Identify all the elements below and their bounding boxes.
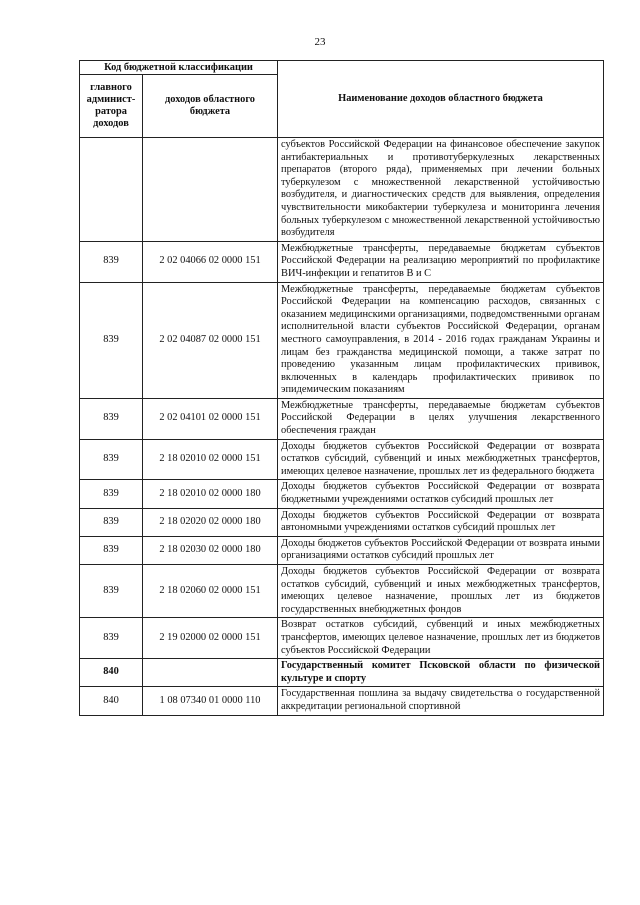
table-row: [80, 282, 604, 398]
income-name-cell: Межбюджетные трансферты, передаваемые бюджетам субъектов Российской Федерации на реализацию мероприятий по профилактике ВИЧ-инфекции и гепатитов В и С: [278, 241, 604, 282]
admin-code-cell: 839: [80, 241, 143, 282]
budget-code-cell: 2 18 02010 02 0000 151: [143, 439, 278, 480]
admin-code-cell: 839: [80, 398, 143, 439]
header-classification-code: Код бюджетной классификации: [80, 61, 278, 75]
budget-code-cell: 2 18 02020 02 0000 180: [143, 508, 278, 536]
header-regional-income-code: доходов областного бюджета: [143, 75, 278, 138]
table-row: [80, 398, 604, 439]
table-row: [80, 565, 604, 618]
income-name-cell: Доходы бюджетов субъектов Российской Федерации от возврата остатков субсидий, субвенций и иных межбюджетных трансфертов, имеющих целевое назначение, прошлых лет из федерального бюджета: [278, 439, 604, 480]
table-row: [80, 241, 604, 282]
income-name-cell: Государственная пошлина за выдачу свидетельства о государственной аккредитации региональной спортивной: [278, 687, 604, 715]
header-main-administrator: главного админист-ратора доходов: [80, 75, 143, 138]
income-name-cell: Возврат остатков субсидий, субвенций и иных межбюджетных трансфертов, имеющих целевое назначение, прошлых лет из бюджетов субъектов Российской Федерации: [278, 618, 604, 659]
budget-code-cell: 2 18 02030 02 0000 180: [143, 536, 278, 564]
header-income-name: Наименование доходов областного бюджета: [278, 61, 604, 138]
budget-code-cell: 2 02 04087 02 0000 151: [143, 282, 278, 398]
budget-code-cell: [143, 659, 278, 687]
income-name-cell: Государственный комитет Псковской области по физической культуре и спорту: [278, 659, 604, 687]
income-name-cell: Доходы бюджетов субъектов Российской Федерации от возврата бюджетными учреждениями остатков субсидий прошлых лет: [278, 480, 604, 508]
budget-code-cell: 2 02 04066 02 0000 151: [143, 241, 278, 282]
income-name-cell: Межбюджетные трансферты, передаваемые бюджетам субъектов Российской Федерации в целях улучшения лекарственного обеспечения граждан: [278, 398, 604, 439]
budget-code-cell: 2 18 02010 02 0000 180: [143, 480, 278, 508]
table-row: [80, 687, 604, 715]
table-row: [80, 480, 604, 508]
admin-code-cell: 840: [80, 687, 143, 715]
income-name-cell: Доходы бюджетов субъектов Российской Федерации от возврата автономными учреждениями остатков субсидий прошлых лет: [278, 508, 604, 536]
admin-code-cell: [80, 138, 143, 242]
table-row: [80, 439, 604, 480]
income-name-cell: Доходы бюджетов субъектов Российской Федерации от возврата иными организациями остатков субсидий прошлых лет: [278, 536, 604, 564]
budget-code-cell: 2 18 02060 02 0000 151: [143, 565, 278, 618]
budget-code-cell: 2 19 02000 02 0000 151: [143, 618, 278, 659]
admin-code-cell: 839: [80, 439, 143, 480]
table-row: [80, 138, 604, 242]
income-name-cell: Межбюджетные трансферты, передаваемые бюджетам субъектов Российской Федерации на компенсацию расходов, связанных с оказанием медицинскими организациями, подведомственными органам исполнительной власти субъектов Российской Федерации, органам местного самоуправления, в 2014 - 2016 годах гражданам Украины и лицам без гражданства медицинской помощи, а также затрат по проведению указанным лицам профилактических прививок, включенных в календарь профилактических прививок по эпидемическим показаниям: [278, 282, 604, 398]
admin-code-cell: 840: [80, 659, 143, 687]
table-row: [80, 508, 604, 536]
admin-code-cell: 839: [80, 282, 143, 398]
income-name-cell: Доходы бюджетов субъектов Российской Федерации от возврата остатков субсидий, субвенций и иных межбюджетных трансфертов, имеющих целевое назначение, прошлых лет из бюджетов государственных внебюджетных фондов: [278, 565, 604, 618]
income-name-cell: субъектов Российской Федерации на финансовое обеспечение закупок антибактериальных и противотуберкулезных лекарственных препаратов (второго ряда), применяемых при лечении больных туберкулезом с множественной лекарственной устойчивостью возбудителя, и диагностических средств для выявления, определения чувствительности микобактерии туберкулеза и мониторинга лечения больных туберкулезом с множественной лекарственной устойчивостью возбудителя: [278, 138, 604, 242]
admin-code-cell: 839: [80, 618, 143, 659]
budget-code-cell: 1 08 07340 01 0000 110: [143, 687, 278, 715]
table-row: [80, 536, 604, 564]
budget-classification-table: [79, 60, 604, 716]
admin-code-cell: 839: [80, 480, 143, 508]
admin-code-cell: 839: [80, 508, 143, 536]
budget-code-cell: 2 02 04101 02 0000 151: [143, 398, 278, 439]
table-row: [80, 659, 604, 687]
budget-code-cell: [143, 138, 278, 242]
table-body: [80, 138, 604, 716]
page-number: 23: [314, 36, 326, 48]
table-row: [80, 618, 604, 659]
admin-code-cell: 839: [80, 536, 143, 564]
admin-code-cell: 839: [80, 565, 143, 618]
